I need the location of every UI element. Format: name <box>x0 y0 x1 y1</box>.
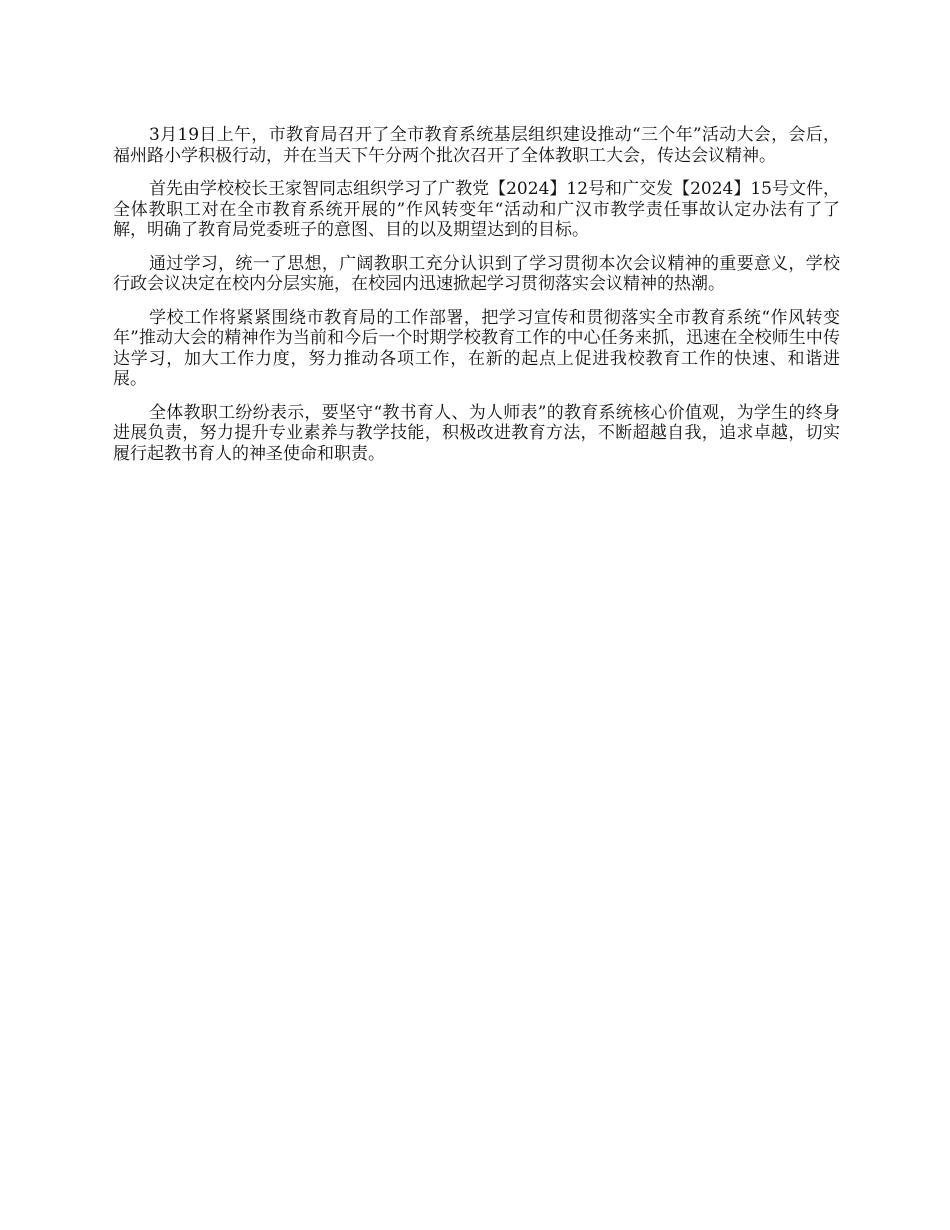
paragraph-work-plan: 学校工作将紧紧围绕市教育局的工作部署，把学习宣传和贯彻落实全市教育系统“作风转变年”推动大会的精神作为当前和今后一个时期学校教育工作的中心任务来抓，迅速在全校师生中传达学习，加大工作力度，努力推动各项工作，在新的起点上促进我校教育工作的快速、和谐进展。 <box>113 307 840 389</box>
paragraph-meeting-intro: 3月19日上午，市教育局召开了全市教育系统基层组织建设推动“三个年”活动大会，会后，福州路小学积极行动，并在当天下午分两个批次召开了全体教职工大会，传达会议精神。 <box>113 125 840 166</box>
paragraph-study-documents: 首先由学校校长王家智同志组织学习了广教党【2024】12号和广交发【2024】15号文件，全体教职工对在全市教育系统开展的”作风转变年“活动和广汉市教学责任事故认定办法有了了解，明确了教育局党委班子的意图、目的以及期望达到的目标。 <box>113 179 840 240</box>
paragraph-unified-thinking: 通过学习，统一了思想，广阔教职工充分认识到了学习贯彻本次会议精神的重要意义，学校行政会议决定在校内分层实施，在校园内迅速掀起学习贯彻落实会议精神的热潮。 <box>113 253 840 294</box>
paragraph-staff-commitment: 全体教职工纷纷表示，要坚守“教书育人、为人师表”的教育系统核心价值观，为学生的终身进展负责，努力提升专业素养与教学技能，积极改进教育方法，不断超越自我，追求卓越，切实履行起教书育人的神圣使命和职责。 <box>113 402 840 464</box>
document-page <box>113 125 840 477</box>
